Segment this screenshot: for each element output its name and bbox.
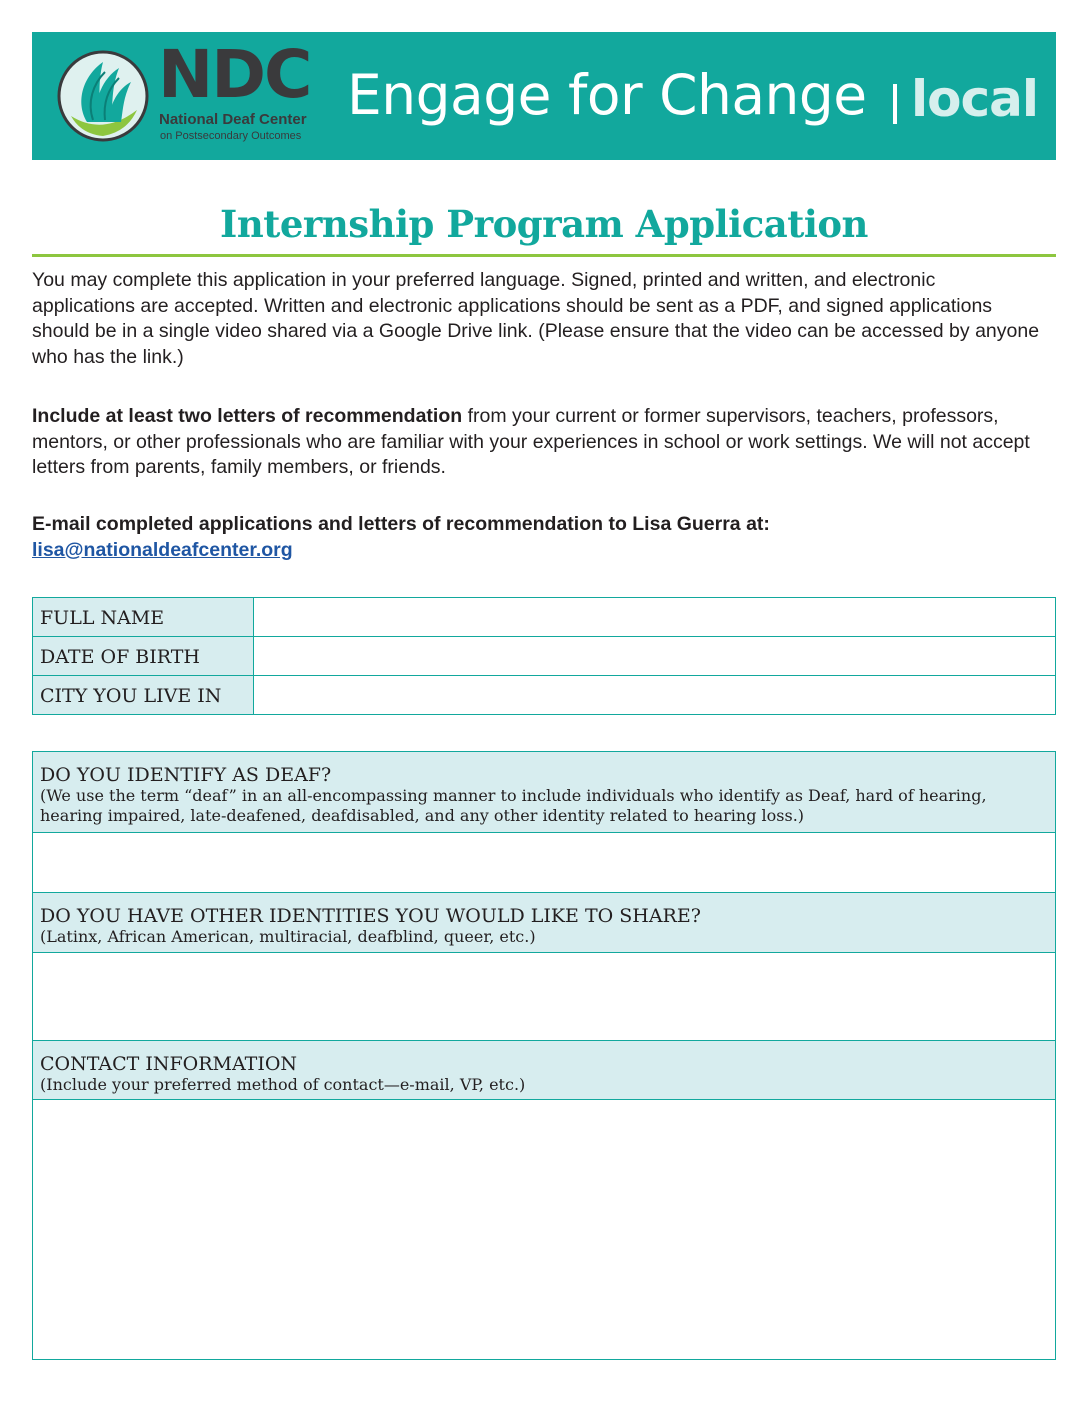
email-instruction: E-mail completed applications and letters of recommendation to Lisa Guerra at: xyxy=(32,513,770,535)
header-banner xyxy=(32,32,1056,160)
logo-abbreviation: NDC xyxy=(158,36,311,113)
title-divider xyxy=(32,254,1056,257)
logo-organization-name: National Deaf Center xyxy=(159,111,307,128)
ndc-logo-icon xyxy=(57,50,149,142)
full-name-field[interactable] xyxy=(254,598,1056,637)
field-label: DATE OF BIRTH xyxy=(33,637,254,676)
letters-details: from your current or former supervisors, teachers, professors, mentors, or other professionals who are familiar with your experiences in school or work settings. We will not accept letters from parents, family members, or friends. xyxy=(32,405,1030,478)
banner-title-suffix: local xyxy=(911,70,1039,128)
city-field[interactable] xyxy=(254,676,1056,715)
question-note: (Include your preferred method of contact—e-mail, VP, etc.) xyxy=(40,1075,526,1094)
identify-deaf-answer-field[interactable] xyxy=(33,833,1055,893)
question-label: CONTACT INFORMATION xyxy=(40,1053,298,1075)
question-label: DO YOU IDENTIFY AS DEAF? xyxy=(40,764,332,786)
banner-divider xyxy=(893,84,897,124)
field-label: FULL NAME xyxy=(33,598,254,637)
logo-subtitle: on Postsecondary Outcomes xyxy=(160,130,302,142)
questions-section xyxy=(32,751,1056,1360)
letters-paragraph xyxy=(32,404,1042,481)
question-label: DO YOU HAVE OTHER IDENTITIES YOU WOULD LIKE TO SHARE? xyxy=(40,905,701,927)
table-row xyxy=(33,676,1056,715)
question-note: (We use the term “deaf” in an all-encompassing manner to include individuals who identify as Deaf, hard of hearing, hearing impaired, late-deafened, deafdisabled, and any other identity related to hearing loss.) xyxy=(40,786,987,825)
email-link[interactable]: lisa@nationaldeafcenter.org xyxy=(32,538,293,561)
question-header xyxy=(33,893,1055,953)
question-note: (Latinx, African American, multiracial, deafblind, queer, etc.) xyxy=(40,927,536,946)
document-title: Internship Program Application xyxy=(220,202,868,246)
question-header xyxy=(33,752,1055,833)
question-header xyxy=(33,1041,1055,1100)
banner-title: Engage for Change xyxy=(347,63,867,127)
personal-info-table xyxy=(32,597,1056,715)
intro-paragraph: You may complete this application in your preferred language. Signed, printed and written, and electronic applications are accepted. Written and electronic applications should be sent as a PDF, and signed applications should be in a single video shared via a Google Drive link. (Please ensure that the video can be accessed by anyone who has the link.) xyxy=(32,269,1040,368)
date-of-birth-field[interactable] xyxy=(254,637,1056,676)
letters-requirement: Include at least two letters of recommendation xyxy=(32,405,463,427)
other-identities-answer-field[interactable] xyxy=(33,953,1055,1041)
table-row xyxy=(33,637,1056,676)
field-label: CITY YOU LIVE IN xyxy=(33,676,254,715)
contact-information-answer-field[interactable] xyxy=(33,1100,1055,1359)
table-row xyxy=(33,598,1056,637)
email-paragraph xyxy=(32,512,1042,563)
